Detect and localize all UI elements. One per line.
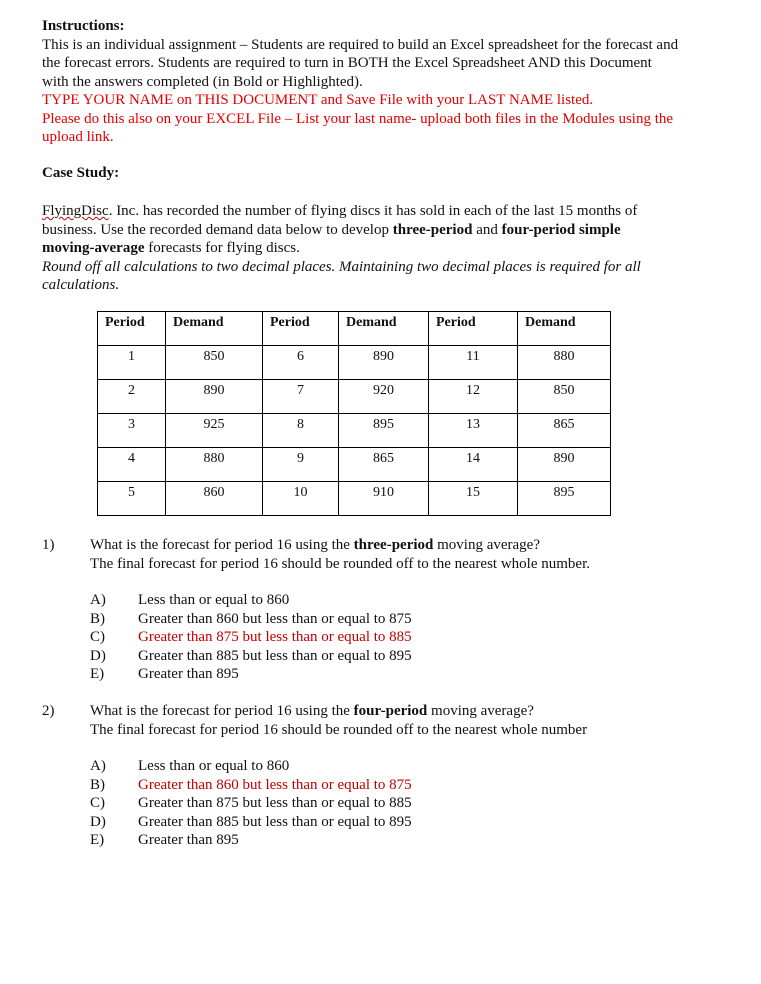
demand-cell: 910 (339, 482, 429, 516)
header-cell: Period (429, 312, 518, 346)
period-cell: 1 (98, 346, 166, 380)
demand-cell: 920 (339, 380, 429, 414)
case-bold-1: three-period (392, 221, 473, 238)
case-study-heading: Case Study: (42, 165, 120, 181)
period-cell: 11 (429, 346, 518, 380)
instructions-text: This is an individual assignment – Students are required to build an Excel spreadsheet for the forecast and the forecast errors. Students are required to turn in BOTH the Excel Spreadsheet AND this Document with the answers completed (in Bold or Highlighted). (42, 36, 679, 90)
option-text: Greater than 875 but less than or equal to 885 (138, 629, 412, 645)
question-subtext: The final forecast for period 16 should be rounded off to the nearest whole number (90, 721, 588, 738)
option-text: Greater than 895 (138, 832, 239, 848)
header-cell: Demand (166, 312, 263, 346)
case-text-2: and (472, 221, 502, 238)
question-text: What is the forecast for period 16 using the four-period moving average? (90, 703, 534, 719)
demand-cell: 890 (166, 380, 263, 414)
demand-cell: 865 (339, 448, 429, 482)
option-letter: E) (90, 666, 105, 682)
demand-cell: 865 (518, 414, 611, 448)
case-bold-2: four-period simple moving-average (42, 221, 621, 256)
rounding-note: Round off all calculations to two decimal places. Maintaining two decimal places is required for all calculations. (42, 258, 641, 293)
period-cell: 15 (429, 482, 518, 516)
period-cell: 6 (263, 346, 339, 380)
demand-cell: 895 (339, 414, 429, 448)
option-letter: D) (90, 647, 106, 664)
table-header-row (98, 312, 611, 346)
option-text: Less than or equal to 860 (138, 592, 290, 608)
question-number: 2) (42, 703, 55, 719)
period-cell: 13 (429, 414, 518, 448)
question-text: What is the forecast for period 16 using the three-period moving average? (90, 537, 540, 553)
instructions-heading: Instructions: (42, 18, 125, 34)
instructions-name-note: TYPE YOUR NAME on THIS DOCUMENT and Save File with your LAST NAME listed. (42, 92, 594, 108)
company-name: FlyingDisc (42, 203, 109, 219)
header-cell: Demand (339, 312, 429, 346)
table-row (98, 380, 611, 414)
demand-cell: 860 (166, 482, 263, 516)
option-letter: B) (90, 610, 105, 627)
instructions-section (42, 17, 682, 147)
period-cell: 5 (98, 482, 166, 516)
table-row (98, 414, 611, 448)
header-cell: Demand (518, 312, 611, 346)
option-letter: A) (90, 758, 106, 774)
case-study-text (42, 202, 672, 295)
case-text-3: forecasts for flying discs. (144, 240, 300, 256)
demand-table (97, 311, 611, 516)
period-cell: 4 (98, 448, 166, 482)
option-text: Greater than 860 but less than or equal to 875 (138, 610, 412, 627)
question-subtext: The final forecast for period 16 should be rounded off to the nearest whole number. (90, 555, 590, 572)
table-row (98, 482, 611, 516)
option-letter: C) (90, 629, 105, 645)
option-letter: A) (90, 592, 106, 608)
demand-cell: 850 (518, 380, 611, 414)
option-letter: B) (90, 776, 105, 793)
case-study-heading-block (42, 164, 682, 183)
period-cell: 8 (263, 414, 339, 448)
demand-cell: 880 (166, 448, 263, 482)
header-cell: Period (98, 312, 166, 346)
demand-cell: 890 (339, 346, 429, 380)
demand-cell: 880 (518, 346, 611, 380)
period-cell: 2 (98, 380, 166, 414)
option-text: Greater than 875 but less than or equal to 885 (138, 795, 412, 811)
demand-cell: 925 (166, 414, 263, 448)
period-cell: 12 (429, 380, 518, 414)
table-row (98, 346, 611, 380)
option-letter: D) (90, 813, 106, 830)
instructions-upload-note: Please do this also on your EXCEL File – List your last name- upload both files in the Modules using the upload link. (42, 110, 674, 145)
header-cell: Period (263, 312, 339, 346)
period-cell: 9 (263, 448, 339, 482)
option-text: Greater than 885 but less than or equal to 895 (138, 813, 412, 830)
question-number: 1) (42, 537, 55, 553)
option-text: Greater than 860 but less than or equal to 875 (138, 776, 412, 793)
table-row (98, 448, 611, 482)
period-cell: 3 (98, 414, 166, 448)
option-text: Less than or equal to 860 (138, 758, 290, 774)
period-cell: 14 (429, 448, 518, 482)
demand-cell: 890 (518, 448, 611, 482)
demand-cell: 895 (518, 482, 611, 516)
demand-cell: 850 (166, 346, 263, 380)
option-letter: E) (90, 832, 105, 848)
period-cell: 7 (263, 380, 339, 414)
option-text: Greater than 895 (138, 666, 239, 682)
period-cell: 10 (263, 482, 339, 516)
case-text-1: . Inc. has recorded the number of flying discs it has sold in each of the last 15 months of business. Use the recorded demand data below to develop (42, 203, 638, 238)
option-letter: C) (90, 795, 105, 811)
option-text: Greater than 885 but less than or equal to 895 (138, 647, 412, 664)
